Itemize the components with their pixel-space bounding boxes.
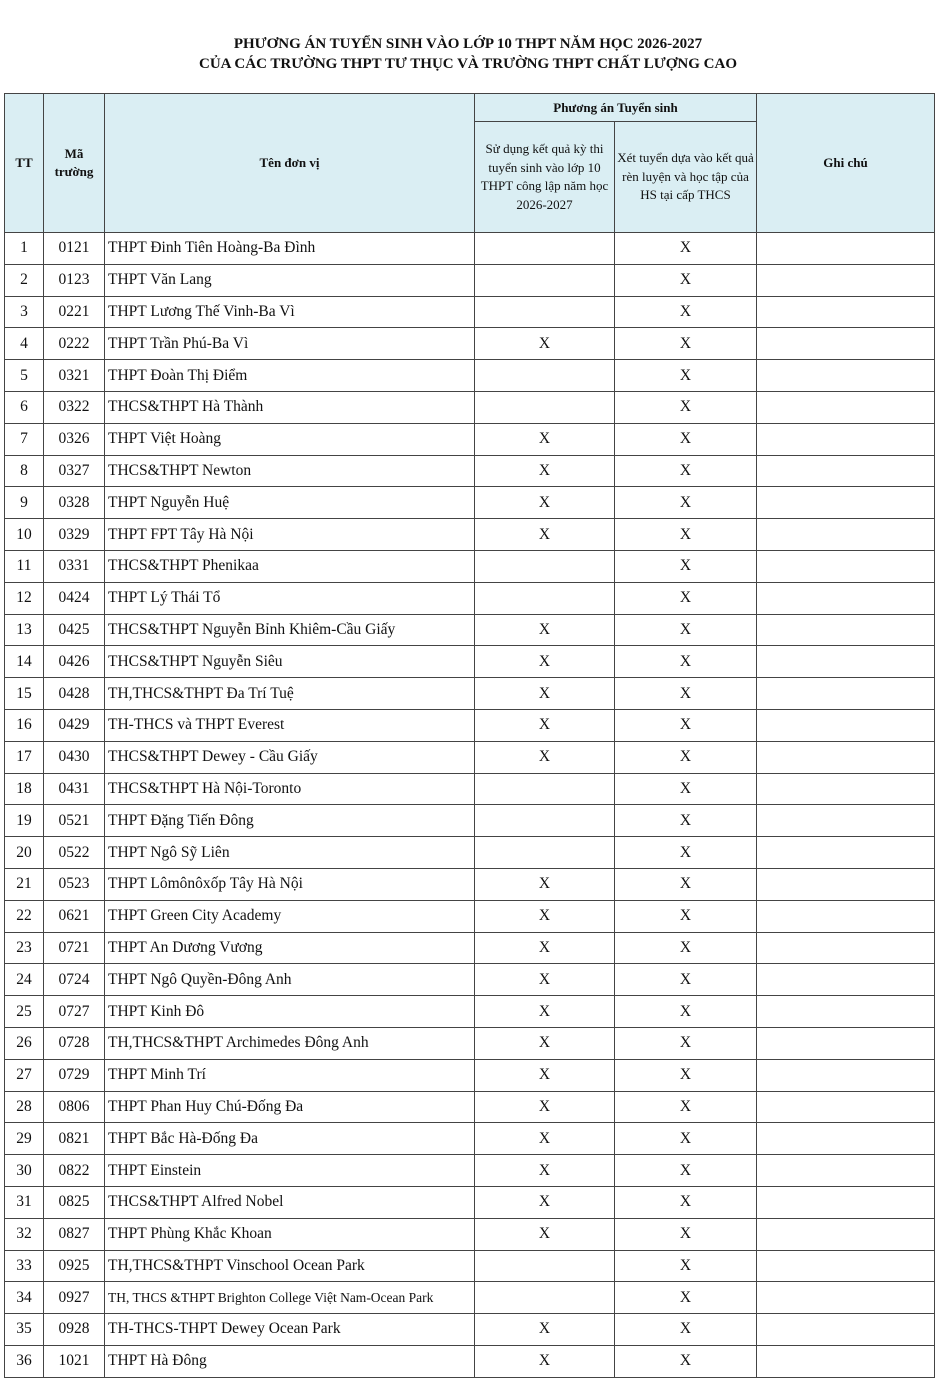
- table-row: [5, 932, 935, 964]
- option-exam-result-cell: [475, 550, 615, 582]
- table-row: [5, 964, 935, 996]
- school-code-cell: 0121: [44, 233, 105, 265]
- school-code-cell: 0727: [44, 996, 105, 1028]
- table-row: [5, 391, 935, 423]
- note-cell: [757, 773, 935, 805]
- row-number-cell: 1: [5, 233, 44, 265]
- table-row: [5, 328, 935, 360]
- note-cell: [757, 741, 935, 773]
- option-exam-result-cell: X: [475, 678, 615, 710]
- row-number-cell: 3: [5, 296, 44, 328]
- header-phuong-an-tuyen-sinh: Phương án Tuyển sinh: [475, 94, 757, 122]
- option-exam-result-cell: X: [475, 487, 615, 519]
- school-code-cell: 0621: [44, 900, 105, 932]
- school-code-cell: 0729: [44, 1059, 105, 1091]
- option-exam-result-cell: X: [475, 423, 615, 455]
- option-secondary-record-cell: X: [615, 1059, 757, 1091]
- table-row: [5, 1123, 935, 1155]
- note-cell: [757, 519, 935, 551]
- note-cell: [757, 805, 935, 837]
- school-name-cell: THPT An Dương Vương: [105, 932, 475, 964]
- option-exam-result-cell: X: [475, 1314, 615, 1346]
- note-cell: [757, 391, 935, 423]
- header-option-secondary-record: Xét tuyển dựa vào kết quả rèn luyện và học tập của HS tại cấp THCS: [615, 122, 757, 233]
- school-name-cell: THPT Kinh Đô: [105, 996, 475, 1028]
- option-exam-result-cell: X: [475, 709, 615, 741]
- row-number-cell: 24: [5, 964, 44, 996]
- table-row: [5, 614, 935, 646]
- school-name-cell: THPT Phan Huy Chú-Đống Đa: [105, 1091, 475, 1123]
- note-cell: [757, 1282, 935, 1314]
- school-code-cell: 0327: [44, 455, 105, 487]
- school-code-cell: 0821: [44, 1123, 105, 1155]
- school-name-cell: THPT Lý Thái Tổ: [105, 582, 475, 614]
- table-row: [5, 805, 935, 837]
- note-cell: [757, 296, 935, 328]
- school-code-cell: 0329: [44, 519, 105, 551]
- option-exam-result-cell: X: [475, 1059, 615, 1091]
- option-exam-result-cell: X: [475, 868, 615, 900]
- option-secondary-record-cell: X: [615, 678, 757, 710]
- option-exam-result-cell: X: [475, 964, 615, 996]
- school-code-cell: 0326: [44, 423, 105, 455]
- school-name-cell: THPT Ngô Quyền-Đông Anh: [105, 964, 475, 996]
- note-cell: [757, 837, 935, 869]
- school-code-cell: 0428: [44, 678, 105, 710]
- option-exam-result-cell: X: [475, 614, 615, 646]
- school-code-cell: 0322: [44, 391, 105, 423]
- school-name-cell: THPT Einstein: [105, 1155, 475, 1187]
- school-code-cell: 0825: [44, 1186, 105, 1218]
- row-number-cell: 33: [5, 1250, 44, 1282]
- row-number-cell: 31: [5, 1186, 44, 1218]
- option-exam-result-cell: [475, 264, 615, 296]
- option-exam-result-cell: X: [475, 1027, 615, 1059]
- option-exam-result-cell: X: [475, 1186, 615, 1218]
- option-exam-result-cell: X: [475, 455, 615, 487]
- option-exam-result-cell: X: [475, 932, 615, 964]
- option-secondary-record-cell: X: [615, 296, 757, 328]
- document-title-line-1: PHƯƠNG ÁN TUYỂN SINH VÀO LỚP 10 THPT NĂM HỌC 2026-2027: [233, 36, 703, 52]
- option-secondary-record-cell: X: [615, 741, 757, 773]
- school-code-cell: 0724: [44, 964, 105, 996]
- school-name-cell: THPT Ngô Sỹ Liên: [105, 837, 475, 869]
- school-code-cell: 0426: [44, 646, 105, 678]
- option-secondary-record-cell: X: [615, 1218, 757, 1250]
- school-code-cell: 0430: [44, 741, 105, 773]
- note-cell: [757, 1218, 935, 1250]
- school-name-cell: TH-THCS-THPT Dewey Ocean Park: [105, 1314, 475, 1346]
- table-row: [5, 1282, 935, 1314]
- option-secondary-record-cell: X: [615, 1250, 757, 1282]
- table-row: [5, 487, 935, 519]
- row-number-cell: 5: [5, 360, 44, 392]
- option-exam-result-cell: [475, 805, 615, 837]
- option-exam-result-cell: X: [475, 1345, 615, 1377]
- option-secondary-record-cell: X: [615, 1155, 757, 1187]
- option-exam-result-cell: [475, 360, 615, 392]
- school-name-cell: TH,THCS&THPT Vinschool Ocean Park: [105, 1250, 475, 1282]
- note-cell: [757, 868, 935, 900]
- row-number-cell: 20: [5, 837, 44, 869]
- school-name-cell: THCS&THPT Hà Nội-Toronto: [105, 773, 475, 805]
- option-exam-result-cell: X: [475, 1155, 615, 1187]
- school-name-cell: THCS&THPT Dewey - Cầu Giấy: [105, 741, 475, 773]
- option-exam-result-cell: [475, 296, 615, 328]
- school-name-cell: THPT Minh Trí: [105, 1059, 475, 1091]
- table-row: [5, 1250, 935, 1282]
- school-code-cell: 0425: [44, 614, 105, 646]
- row-number-cell: 23: [5, 932, 44, 964]
- option-secondary-record-cell: X: [615, 996, 757, 1028]
- school-name-cell: TH-THCS và THPT Everest: [105, 709, 475, 741]
- school-name-cell: THPT Green City Academy: [105, 900, 475, 932]
- row-number-cell: 16: [5, 709, 44, 741]
- admission-plan-table: [4, 93, 935, 1378]
- option-secondary-record-cell: X: [615, 614, 757, 646]
- table-row: [5, 1186, 935, 1218]
- table-row: [5, 264, 935, 296]
- school-name-cell: TH, THCS &THPT Brighton College Việt Nam-Ocean Park: [105, 1282, 475, 1314]
- table-row: [5, 296, 935, 328]
- school-name-cell: THCS&THPT Nguyễn Siêu: [105, 646, 475, 678]
- row-number-cell: 9: [5, 487, 44, 519]
- note-cell: [757, 614, 935, 646]
- row-number-cell: 14: [5, 646, 44, 678]
- table-body: [5, 233, 935, 1378]
- note-cell: [757, 709, 935, 741]
- option-exam-result-cell: X: [475, 1218, 615, 1250]
- option-exam-result-cell: X: [475, 646, 615, 678]
- note-cell: [757, 1027, 935, 1059]
- note-cell: [757, 996, 935, 1028]
- option-secondary-record-cell: X: [615, 582, 757, 614]
- table-row: [5, 550, 935, 582]
- option-exam-result-cell: X: [475, 328, 615, 360]
- table-row: [5, 1155, 935, 1187]
- note-cell: [757, 1091, 935, 1123]
- option-exam-result-cell: [475, 582, 615, 614]
- school-name-cell: THPT Việt Hoàng: [105, 423, 475, 455]
- note-cell: [757, 264, 935, 296]
- option-secondary-record-cell: X: [615, 1027, 757, 1059]
- note-cell: [757, 932, 935, 964]
- note-cell: [757, 455, 935, 487]
- note-cell: [757, 360, 935, 392]
- row-number-cell: 15: [5, 678, 44, 710]
- school-name-cell: THPT Văn Lang: [105, 264, 475, 296]
- table-row: [5, 1314, 935, 1346]
- row-number-cell: 13: [5, 614, 44, 646]
- table-row: [5, 1027, 935, 1059]
- note-cell: [757, 550, 935, 582]
- school-code-cell: 0822: [44, 1155, 105, 1187]
- option-secondary-record-cell: X: [615, 646, 757, 678]
- school-code-cell: 0522: [44, 837, 105, 869]
- row-number-cell: 11: [5, 550, 44, 582]
- note-cell: [757, 1314, 935, 1346]
- note-cell: [757, 1155, 935, 1187]
- note-cell: [757, 646, 935, 678]
- table-row: [5, 837, 935, 869]
- option-secondary-record-cell: X: [615, 391, 757, 423]
- school-code-cell: 0424: [44, 582, 105, 614]
- row-number-cell: 29: [5, 1123, 44, 1155]
- table-row: [5, 868, 935, 900]
- school-code-cell: 1021: [44, 1345, 105, 1377]
- option-secondary-record-cell: X: [615, 328, 757, 360]
- table-row: [5, 709, 935, 741]
- school-code-cell: 0321: [44, 360, 105, 392]
- option-exam-result-cell: [475, 773, 615, 805]
- option-exam-result-cell: X: [475, 741, 615, 773]
- option-secondary-record-cell: X: [615, 519, 757, 551]
- row-number-cell: 27: [5, 1059, 44, 1091]
- school-code-cell: 0521: [44, 805, 105, 837]
- row-number-cell: 17: [5, 741, 44, 773]
- option-secondary-record-cell: X: [615, 423, 757, 455]
- school-code-cell: 0429: [44, 709, 105, 741]
- note-cell: [757, 1186, 935, 1218]
- table-row: [5, 233, 935, 265]
- row-number-cell: 22: [5, 900, 44, 932]
- header-ghi-chu: Ghi chú: [757, 94, 935, 233]
- row-number-cell: 25: [5, 996, 44, 1028]
- note-cell: [757, 1345, 935, 1377]
- option-secondary-record-cell: X: [615, 805, 757, 837]
- note-cell: [757, 328, 935, 360]
- table-row: [5, 1091, 935, 1123]
- school-name-cell: TH,THCS&THPT Đa Trí Tuệ: [105, 678, 475, 710]
- school-name-cell: THCS&THPT Nguyễn Bỉnh Khiêm-Cầu Giấy: [105, 614, 475, 646]
- row-number-cell: 19: [5, 805, 44, 837]
- option-secondary-record-cell: X: [615, 932, 757, 964]
- school-code-cell: 0328: [44, 487, 105, 519]
- row-number-cell: 2: [5, 264, 44, 296]
- option-secondary-record-cell: X: [615, 1091, 757, 1123]
- option-secondary-record-cell: X: [615, 900, 757, 932]
- option-exam-result-cell: [475, 391, 615, 423]
- school-name-cell: THPT Đinh Tiên Hoàng-Ba Đình: [105, 233, 475, 265]
- school-name-cell: THPT Hà Đông: [105, 1345, 475, 1377]
- school-name-cell: TH,THCS&THPT Archimedes Đông Anh: [105, 1027, 475, 1059]
- header-ten-don-vi: Tên đơn vị: [105, 94, 475, 233]
- note-cell: [757, 964, 935, 996]
- option-secondary-record-cell: X: [615, 1345, 757, 1377]
- school-code-cell: 0123: [44, 264, 105, 296]
- school-code-cell: 0728: [44, 1027, 105, 1059]
- row-number-cell: 30: [5, 1155, 44, 1187]
- table-row: [5, 773, 935, 805]
- option-secondary-record-cell: X: [615, 264, 757, 296]
- table-row: [5, 360, 935, 392]
- table-row: [5, 646, 935, 678]
- row-number-cell: 7: [5, 423, 44, 455]
- school-code-cell: 0827: [44, 1218, 105, 1250]
- row-number-cell: 36: [5, 1345, 44, 1377]
- table-row: [5, 741, 935, 773]
- option-exam-result-cell: [475, 1250, 615, 1282]
- option-exam-result-cell: [475, 837, 615, 869]
- option-secondary-record-cell: X: [615, 773, 757, 805]
- note-cell: [757, 582, 935, 614]
- note-cell: [757, 678, 935, 710]
- school-code-cell: 0721: [44, 932, 105, 964]
- school-name-cell: THPT Lương Thế Vinh-Ba Vì: [105, 296, 475, 328]
- table-row: [5, 678, 935, 710]
- option-secondary-record-cell: X: [615, 360, 757, 392]
- option-secondary-record-cell: X: [615, 964, 757, 996]
- row-number-cell: 34: [5, 1282, 44, 1314]
- header-ma-truong: Mã trường: [44, 94, 105, 233]
- table-row: [5, 900, 935, 932]
- school-name-cell: THPT Bắc Hà-Đống Đa: [105, 1123, 475, 1155]
- note-cell: [757, 900, 935, 932]
- school-name-cell: THPT Đặng Tiến Đông: [105, 805, 475, 837]
- row-number-cell: 18: [5, 773, 44, 805]
- option-exam-result-cell: X: [475, 1123, 615, 1155]
- row-number-cell: 21: [5, 868, 44, 900]
- note-cell: [757, 1123, 935, 1155]
- row-number-cell: 6: [5, 391, 44, 423]
- table-row: [5, 582, 935, 614]
- school-name-cell: THCS&THPT Alfred Nobel: [105, 1186, 475, 1218]
- option-secondary-record-cell: X: [615, 837, 757, 869]
- school-name-cell: THCS&THPT Hà Thành: [105, 391, 475, 423]
- option-secondary-record-cell: X: [615, 487, 757, 519]
- option-secondary-record-cell: X: [615, 1123, 757, 1155]
- note-cell: [757, 487, 935, 519]
- option-exam-result-cell: X: [475, 1091, 615, 1123]
- school-code-cell: 0431: [44, 773, 105, 805]
- option-secondary-record-cell: X: [615, 1186, 757, 1218]
- row-number-cell: 35: [5, 1314, 44, 1346]
- option-secondary-record-cell: X: [615, 1282, 757, 1314]
- option-secondary-record-cell: X: [615, 550, 757, 582]
- option-secondary-record-cell: X: [615, 709, 757, 741]
- table-row: [5, 1345, 935, 1377]
- school-name-cell: THPT Phùng Khắc Khoan: [105, 1218, 475, 1250]
- row-number-cell: 32: [5, 1218, 44, 1250]
- row-number-cell: 26: [5, 1027, 44, 1059]
- option-exam-result-cell: [475, 233, 615, 265]
- option-exam-result-cell: X: [475, 900, 615, 932]
- header-tt: TT: [5, 94, 44, 233]
- school-name-cell: THCS&THPT Phenikaa: [105, 550, 475, 582]
- row-number-cell: 8: [5, 455, 44, 487]
- note-cell: [757, 233, 935, 265]
- option-secondary-record-cell: X: [615, 233, 757, 265]
- table-row: [5, 455, 935, 487]
- row-number-cell: 10: [5, 519, 44, 551]
- option-exam-result-cell: [475, 1282, 615, 1314]
- row-number-cell: 28: [5, 1091, 44, 1123]
- table-row: [5, 423, 935, 455]
- school-code-cell: 0925: [44, 1250, 105, 1282]
- table-row: [5, 519, 935, 551]
- school-name-cell: THCS&THPT Newton: [105, 455, 475, 487]
- school-code-cell: 0928: [44, 1314, 105, 1346]
- option-secondary-record-cell: X: [615, 455, 757, 487]
- school-name-cell: THPT Đoàn Thị Điểm: [105, 360, 475, 392]
- option-exam-result-cell: X: [475, 996, 615, 1028]
- option-secondary-record-cell: X: [615, 868, 757, 900]
- school-code-cell: 0806: [44, 1091, 105, 1123]
- school-code-cell: 0927: [44, 1282, 105, 1314]
- school-name-cell: THPT Lômônôxốp Tây Hà Nội: [105, 868, 475, 900]
- note-cell: [757, 1059, 935, 1091]
- table-row: [5, 1218, 935, 1250]
- school-code-cell: 0523: [44, 868, 105, 900]
- table-row: [5, 1059, 935, 1091]
- school-name-cell: THPT FPT Tây Hà Nội: [105, 519, 475, 551]
- row-number-cell: 4: [5, 328, 44, 360]
- school-code-cell: 0331: [44, 550, 105, 582]
- school-code-cell: 0222: [44, 328, 105, 360]
- school-name-cell: THPT Nguyễn Huệ: [105, 487, 475, 519]
- row-number-cell: 12: [5, 582, 44, 614]
- option-exam-result-cell: X: [475, 519, 615, 551]
- school-name-cell: THPT Trần Phú-Ba Vì: [105, 328, 475, 360]
- note-cell: [757, 1250, 935, 1282]
- header-option-exam-result: Sử dụng kết quả kỳ thi tuyển sinh vào lớp 10 THPT công lập năm học 2026-2027: [475, 122, 615, 233]
- document-title-line-2: CỦA CÁC TRƯỜNG THPT TƯ THỤC VÀ TRƯỜNG THPT CHẤT LƯỢNG CAO: [198, 56, 737, 72]
- school-code-cell: 0221: [44, 296, 105, 328]
- note-cell: [757, 423, 935, 455]
- option-secondary-record-cell: X: [615, 1314, 757, 1346]
- table-row: [5, 996, 935, 1028]
